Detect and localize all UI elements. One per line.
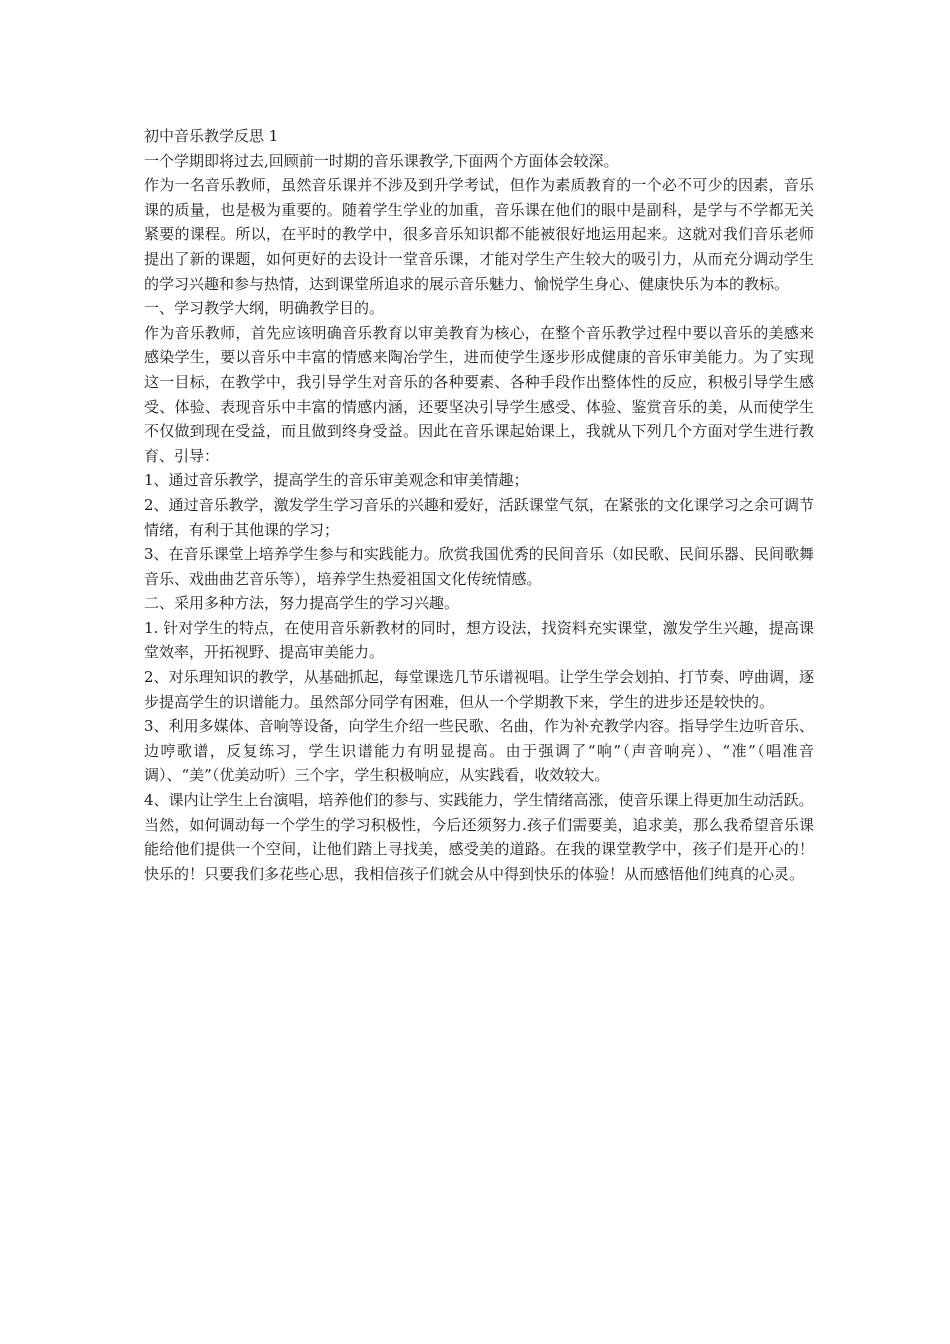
document-page bbox=[144, 124, 814, 886]
section-heading-1: 一、学习教学大纲，明确教学目的。 bbox=[144, 299, 385, 318]
list-item: 1、通过音乐教学，提高学生的音乐审美观念和审美情趣； bbox=[144, 471, 529, 490]
list-item: 1. 针对学生的特点，在使用音乐新教材的同时，想方设法，找资料充实课堂，激发学生兴趣，提高课堂效率，开拓视野、提高审美能力。 bbox=[144, 618, 814, 662]
list-item: 3、在音乐课堂上培养学生参与和实践能力。欣赏我国优秀的民间音乐（如民歌、民间乐器、民间歌舞音乐、戏曲曲艺音乐等），培养学生热爱祖国文化传统情感。 bbox=[144, 545, 814, 588]
list-item: 2、对乐理知识的教学，从基础抓起，每堂课选几节乐谱视唱。让学生学会划拍、打节奏、哼曲调，逐步提高学生的识谱能力。虽然部分同学有困难，但从一个学期教下来，学生的进步还是较快的。 bbox=[144, 668, 814, 711]
list-item: 2、通过音乐教学，激发学生学习音乐的兴趣和爱好，活跃课堂气氛，在紧张的文化课学习之余可调节情绪，有利于其他课的学习； bbox=[144, 495, 814, 539]
document-title: 初中音乐教学反思 1 bbox=[144, 127, 279, 145]
paragraph-intro: 一个学期即将过去,回顾前一时期的音乐课教学,下面两个方面体会较深。 bbox=[144, 151, 619, 170]
list-item: 3、利用多媒体、音响等设备，向学生介绍一些民歌、名曲，作为补充教学内容。指导学生边听音乐、边哼歌谱，反复练习，学生识谱能力有明显提高。由于强调了“响”（声音响亮）、“准”（唱准音调）、“美”（优美动听）三个字，学生积极响应，从实践看，收效较大。 bbox=[144, 717, 814, 785]
list-item: 4、课内让学生上台演唱，培养他们的参与、实践能力，学生情绪高涨，使音乐课上得更加生动活跃。 bbox=[144, 791, 814, 810]
paragraph-conclusion: 当然，如何调动每一个学生的学习积极性，今后还须努力.孩子们需要美，追求美，那么我希望音乐课能给他们提供一个空间，让他们踏上寻找美，感受美的道路。在我的课堂教学中，孩子们是开心的！快乐的！只要我们多花些心思，我相信孩子们就会从中得到快乐的体验！从而感悟他们纯真的心灵。 bbox=[144, 815, 814, 883]
paragraph-background: 作为一名音乐教师，虽然音乐课并不涉及到升学考试，但作为素质教育的一个必不可少的因素，音乐课的质量，也是极为重要的。随着学生学业的加重，音乐课在他们的眼中是副科，是学与不学都无关紧要的课程。所以，在平时的教学中，很多音乐知识都不能被很好地运用起来。这就对我们音乐老师提出了新的课题，如何更好的去设计一堂音乐课，才能对学生产生较大的吸引力，从而充分调动学生的学习兴趣和参与热情，达到课堂所追求的展示音乐魅力、愉悦学生身心、健康快乐为本的教标。 bbox=[144, 176, 814, 293]
paragraph-section-1: 作为音乐教师，首先应该明确音乐教育以审美教育为核心，在整个音乐教学过程中要以音乐的美感来感染学生，要以音乐中丰富的情感来陶冶学生，进而使学生逐步形成健康的音乐审美能力。为了实现这一目标，在教学中，我引导学生对音乐的各种要素、各种手段作出整体性的反应，积极引导学生感受、体验、表现音乐中丰富的情感内涵，还要坚决引导学生感受、体验、鉴赏音乐的美，从而使学生不仅做到现在受益，而且做到终身受益。因此在音乐课起始课上，我就从下列几个方面对学生进行教育、引导： bbox=[144, 323, 814, 465]
section-heading-2: 二、采用多种方法，努力提高学生的学习兴趣。 bbox=[144, 594, 460, 613]
